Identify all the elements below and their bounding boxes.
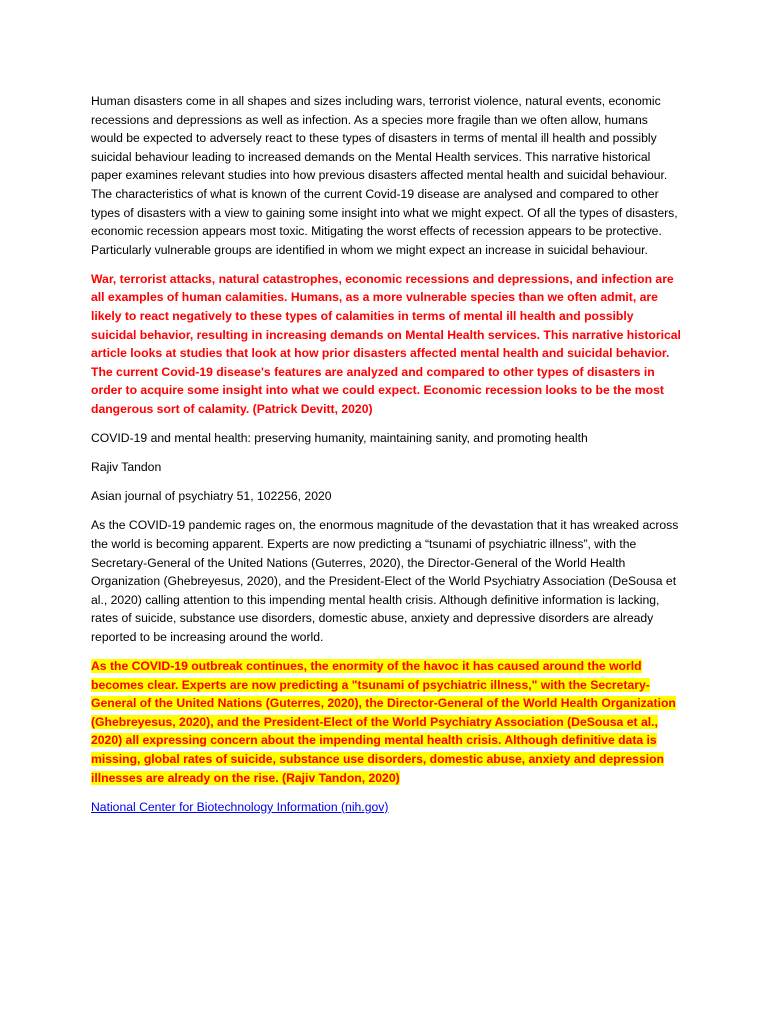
author-name: Rajiv Tandon bbox=[91, 460, 162, 475]
journal-citation: Asian journal of psychiatry 51, 102256, 2020 bbox=[91, 489, 332, 504]
document-body bbox=[91, 92, 681, 827]
excerpt-paraphrase-paragraph bbox=[91, 657, 681, 787]
abstract-paraphrase-paragraph: War, terrorist attacks, natural catastrophes, economic recessions and depressions, and infection are all examples of human calamities. Humans, as a more vulnerable species than we often admit, are likely to react negatively to these types of calamities in terms of mental ill health and possibly suicidal behavior, resulting in increasing demands on Mental Health services. This narrative historical article looks at studies that look at how prior disasters affected mental health and suicidal behavior. The current Covid-19 disease's features are analyzed and compared to other types of disasters in order to acquire some insight into what we could expect. Economic recession looks to be the most dangerous sort of calamity. (Patrick Devitt, 2020) bbox=[91, 271, 681, 416]
highlighted-text: As the COVID-19 outbreak continues, the enormity of the havoc it has caused around the world becomes clear. Experts are now predicting a "tsunami of psychiatric illness," with the Secretary-General of the United Nations (Guterres, 2020), the Director-General of the World Health Organization (Ghebreyesus, 2020), and the President-Elect of the World Psychiatry Association (DeSousa et al., 2020) all expressing concern about the impending mental health crisis. Although definitive data is missing, global rates of suicide, substance use disorders, domestic abuse, anxiety and depression illnesses are already on the rise. (Rajiv Tandon, 2020) bbox=[91, 659, 676, 785]
link-paragraph bbox=[91, 798, 681, 817]
ncbi-link[interactable]: National Center for Biotechnology Information (nih.gov) bbox=[91, 799, 389, 814]
article-title: COVID-19 and mental health: preserving humanity, maintaining sanity, and promoting health bbox=[91, 431, 588, 446]
excerpt-original-paragraph: As the COVID-19 pandemic rages on, the enormous magnitude of the devastation that it has wreaked across the world is becoming apparent. Experts are now predicting a “tsunami of psychiatric illness”, with the Secretary-General of the United Nations (Guterres, 2020), the Director-General of the World Health Organization (Ghebreyesus, 2020), and the President-Elect of the World Psychiatry Association (DeSousa et al., 2020) calling attention to this impending mental health crisis. Although definitive information is lacking, rates of suicide, substance use disorders, domestic abuse, anxiety and depressive disorders are already reported to be increasing around the world. bbox=[91, 518, 679, 644]
abstract-original-paragraph: Human disasters come in all shapes and sizes including wars, terrorist violence, natural events, economic recessions and depressions as well as infection. As a species more fragile than we often allow, humans would be expected to adversely react to these types of disasters in terms of mental ill health and possibly suicidal behaviour leading to increased demands on the Mental Health services. This narrative historical paper examines relevant studies into how previous disasters affected mental health and suicidal behaviour. The characteristics of what is known of the current Covid-19 disease are analysed and compared to other types of disasters with a view to gaining some insight into what we might expect. Of all the types of disasters, economic recession appears most toxic. Mitigating the worst effects of recession appears to be protective. Particularly vulnerable groups are identified in whom we might expect an increase in suicidal behaviour. bbox=[91, 94, 678, 257]
